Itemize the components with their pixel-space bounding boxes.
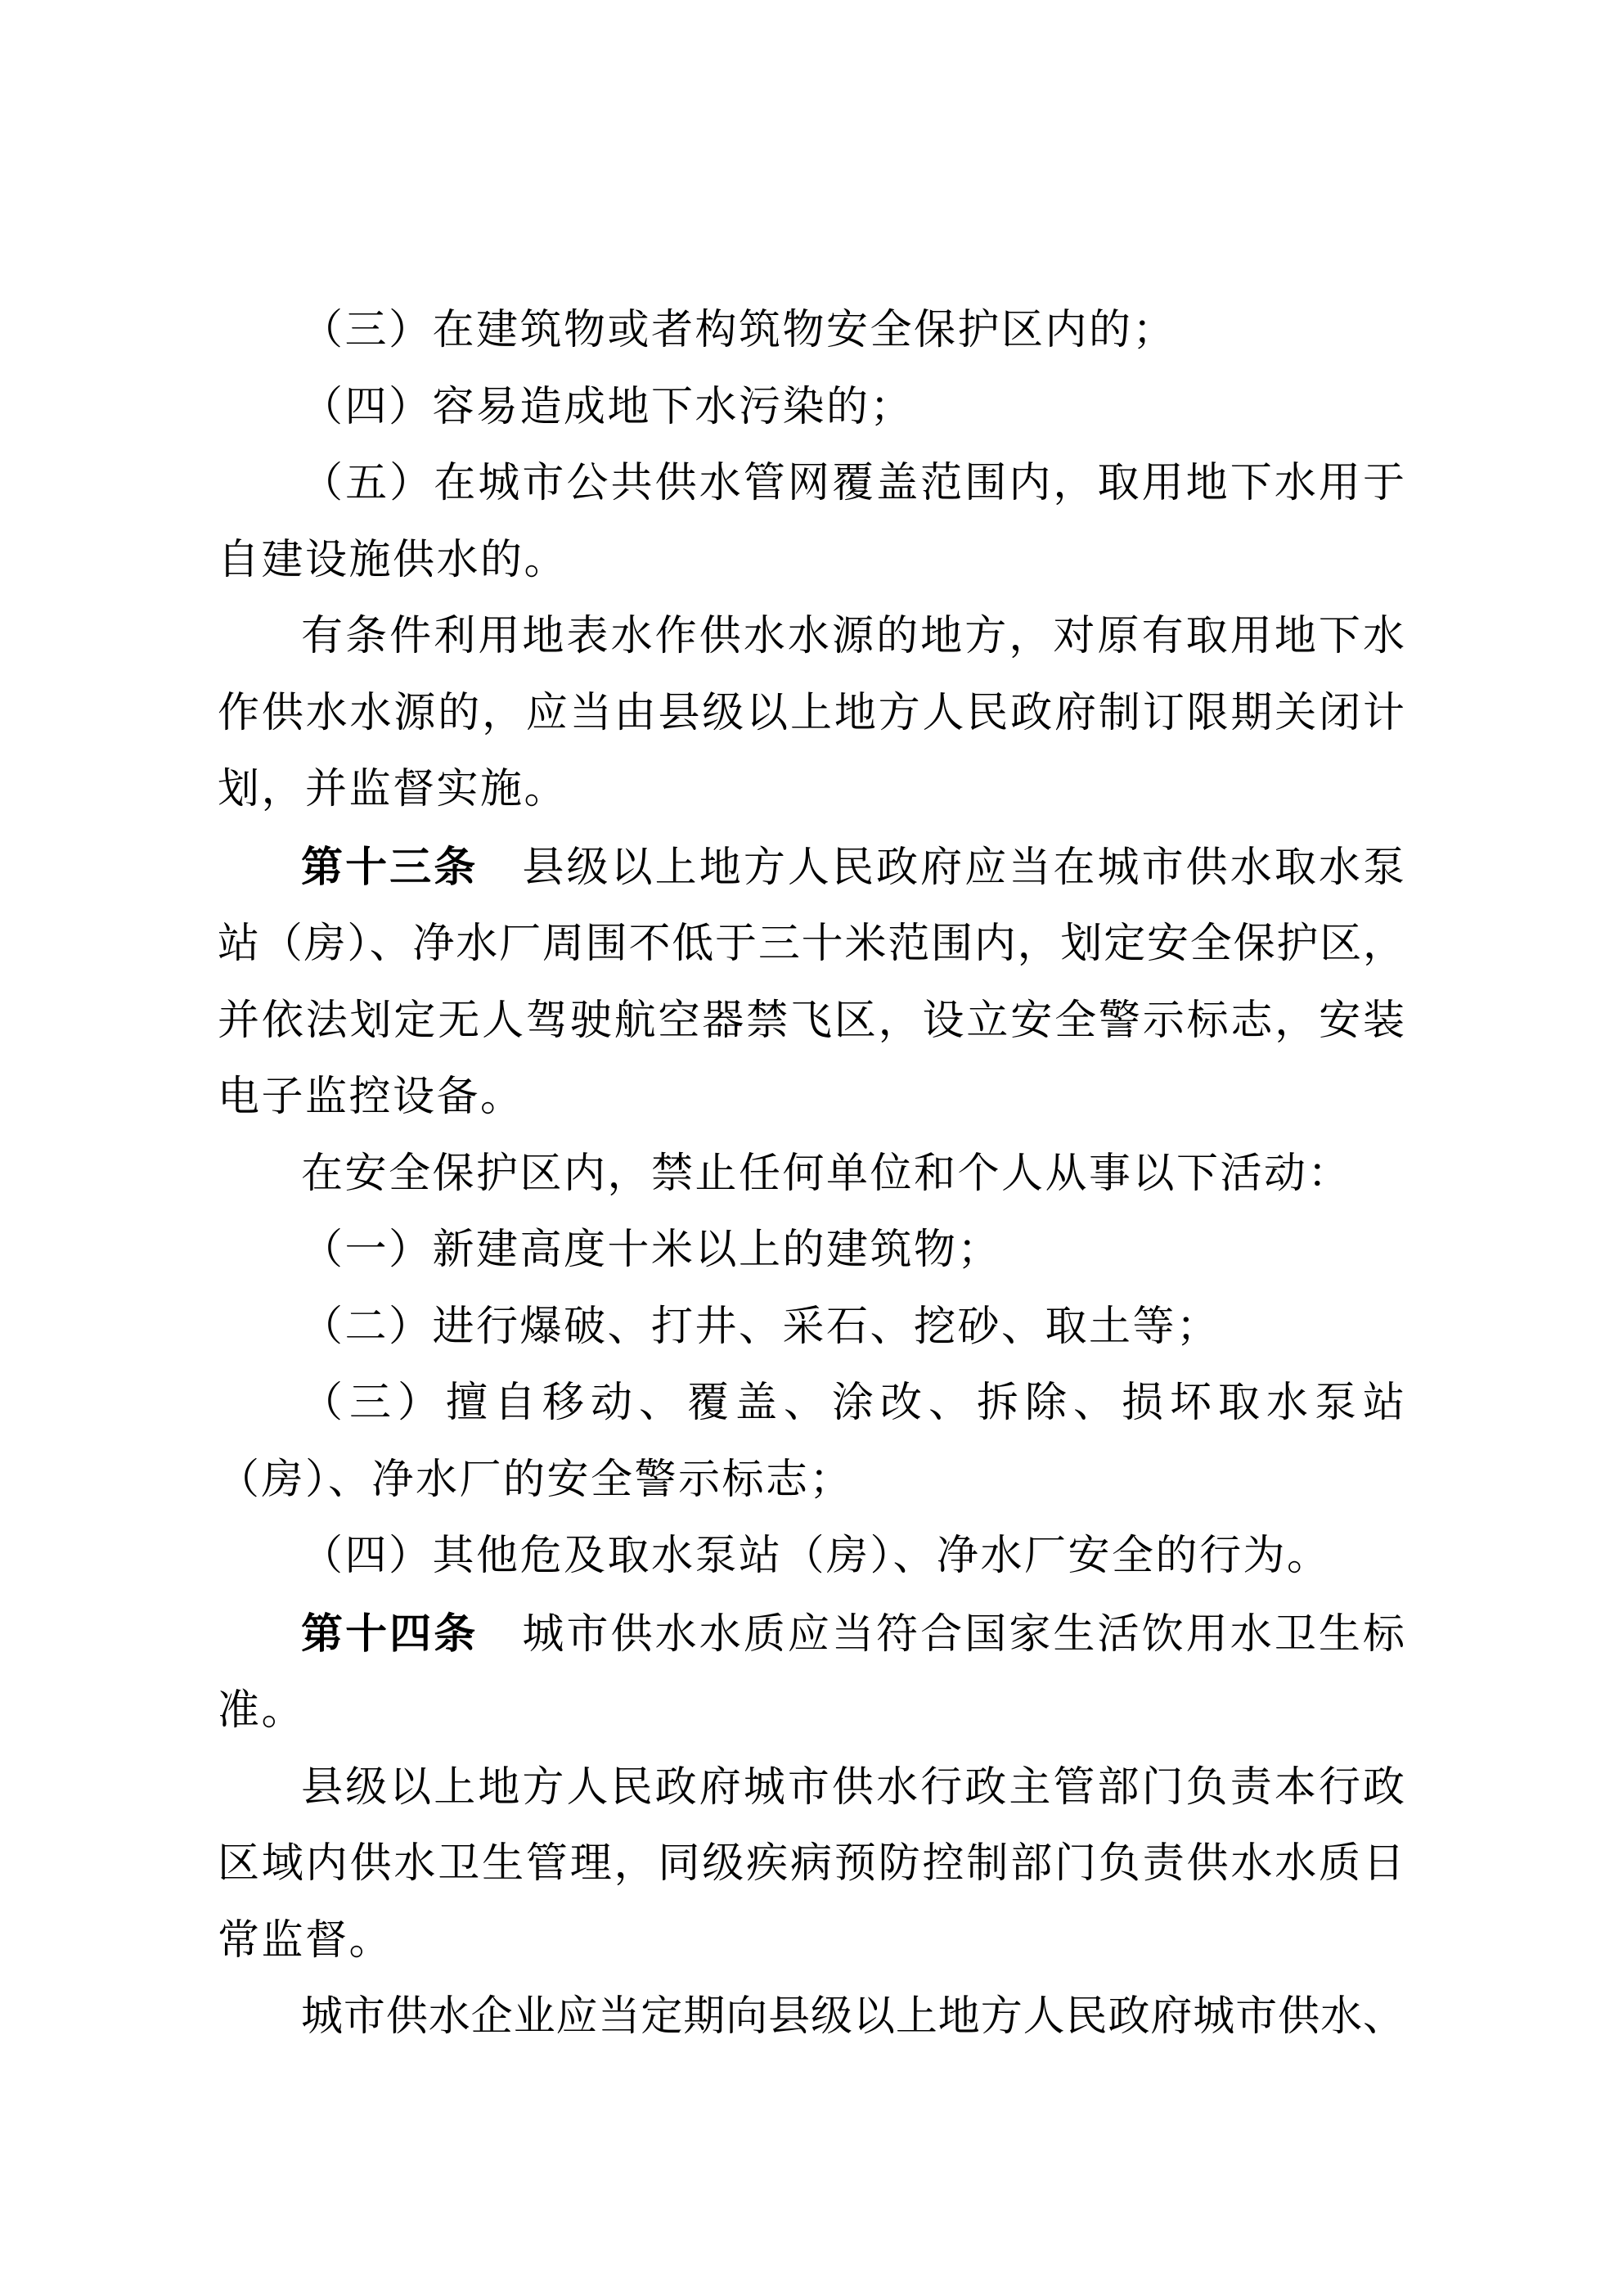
- article-number: 第十三条: [301, 843, 479, 890]
- document-line: [218, 370, 1405, 447]
- line-text: 并依法划定无人驾驶航空器禁飞区，设立安全警示标志，安装: [218, 997, 1405, 1044]
- line-text: 准。: [218, 1688, 306, 1734]
- line-text: 县级以上地方人民政府城市供水行政主管部门负责本行政: [301, 1764, 1405, 1811]
- line-text: 电子监控设备。: [218, 1074, 524, 1120]
- document-line: [218, 676, 1405, 753]
- line-text: 常监督。: [218, 1917, 393, 1964]
- document-line: [218, 1290, 1405, 1366]
- document-line: [218, 829, 1405, 907]
- document-body: [218, 293, 1405, 2056]
- line-text: 在安全保护区内，禁止任何单位和个人从事以下活动：: [301, 1150, 1352, 1197]
- document-line: [218, 907, 1405, 984]
- line-text: （四）其他危及取水泵站（房）、净水厂安全的行为。: [301, 1533, 1331, 1579]
- line-text: 城市供水水质应当符合国家生活饮用水卫生标: [478, 1611, 1405, 1658]
- document-line: [218, 1826, 1405, 1903]
- document-line: [218, 523, 1405, 600]
- document-line: [218, 1903, 1405, 1980]
- line-text: （三）擅自移动、覆盖、涂改、拆除、损坏取水泵站: [301, 1380, 1405, 1426]
- document-line: [218, 1750, 1405, 1827]
- document-line: [218, 1060, 1405, 1137]
- document-line: [218, 1673, 1405, 1750]
- document-line: [218, 1137, 1405, 1213]
- document-line: [218, 293, 1405, 370]
- document-line: [218, 1366, 1405, 1443]
- line-text: 县级以上地方人民政府应当在城市供水取水泵: [478, 844, 1405, 891]
- document-line: [218, 984, 1405, 1060]
- document-line: [218, 599, 1405, 676]
- document-line: [218, 1596, 1405, 1674]
- line-text: 城市供水企业应当定期向县级以上地方人民政府城市供水、: [301, 1994, 1405, 2040]
- document-line: [218, 752, 1405, 829]
- line-text: （三）在建筑物或者构筑物安全保护区内的；: [301, 308, 1177, 353]
- line-text: （房）、净水厂的安全警示标志；: [218, 1456, 854, 1503]
- line-text: （四）容易造成地下水污染的；: [301, 384, 915, 430]
- line-text: 作供水水源的，应当由县级以上地方人民政府制订限期关闭计: [218, 690, 1405, 736]
- line-text: （二）进行爆破、打井、采石、挖砂、取土等；: [301, 1303, 1221, 1350]
- line-text: 站（房）、净水厂周围不低于三十米范围内，划定安全保护区，: [218, 921, 1405, 967]
- line-text: （一）新建高度十米以上的建筑物；: [301, 1227, 1002, 1273]
- line-text: 有条件利用地表水作供水水源的地方，对原有取用地下水: [301, 614, 1405, 660]
- document-line: [218, 1443, 1405, 1519]
- document-line: [218, 1519, 1405, 1596]
- document-line: [218, 446, 1405, 523]
- line-text: 区域内供水卫生管理，同级疾病预防控制部门负责供水水质日: [218, 1841, 1405, 1887]
- line-text: 划，并监督实施。: [218, 767, 569, 813]
- line-text: （五）在城市公共供水管网覆盖范围内，取用地下水用于: [301, 461, 1405, 506]
- line-text: 自建设施供水的。: [218, 537, 569, 583]
- document-line: [218, 1979, 1405, 2056]
- document-line: [218, 1213, 1405, 1290]
- article-number: 第十四条: [301, 1609, 479, 1657]
